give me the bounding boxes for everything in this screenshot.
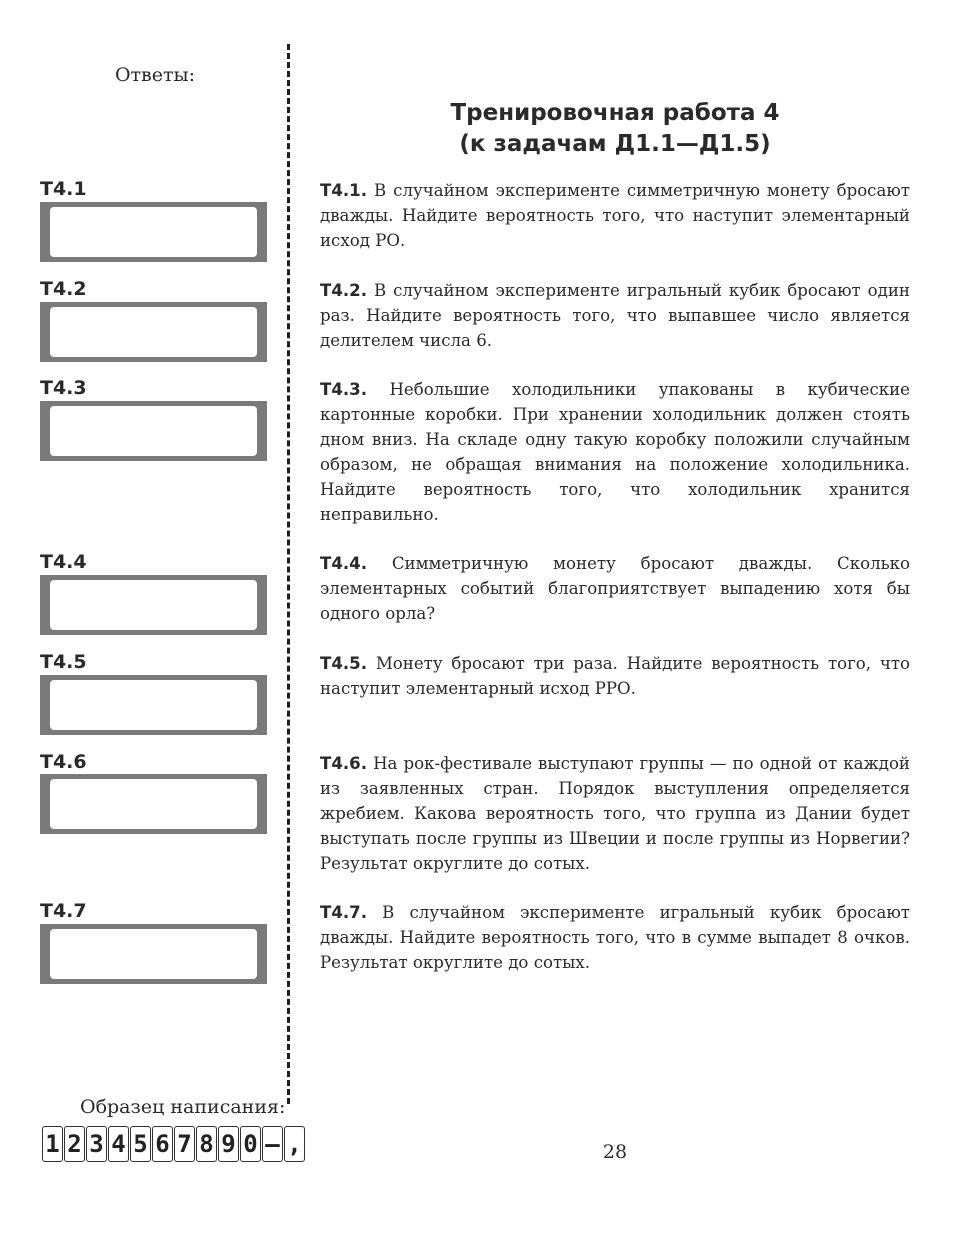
answer-input-t4-6[interactable]	[50, 779, 257, 829]
problem-id: Т4.4.	[320, 554, 368, 573]
answer-input-t4-2[interactable]	[50, 307, 257, 357]
sample-digit: 7	[174, 1126, 195, 1162]
problem-text: В случайном эксперименте симметричную монету бросают дважды. Найдите вероятность того, что наступит элементарный исход РО.	[320, 181, 910, 250]
problem-t4-3	[320, 377, 910, 527]
answer-box-t4-3	[40, 401, 267, 461]
sample-digit: –	[262, 1126, 283, 1162]
cut-line-divider	[287, 44, 290, 1104]
problem-id: Т4.1.	[320, 181, 368, 200]
answer-box-t4-4	[40, 575, 267, 635]
answer-input-t4-4[interactable]	[50, 580, 257, 630]
problem-id: Т4.7.	[320, 903, 368, 922]
problem-text: На рок-фестивале выступают группы — по одной от каждой из заявленных стран. Порядок выступления определяется жребием. Какова вероятность того, что группа из Дании будет выступать после группы из Швеции и после группы из Норвегии? Результат округлите до сотых.	[320, 754, 910, 873]
sample-writing-label: Образец написания:	[80, 1096, 286, 1118]
sample-digit: 5	[130, 1126, 151, 1162]
problem-t4-2	[320, 278, 910, 353]
problem-id: Т4.2.	[320, 281, 368, 300]
sample-digit: 2	[64, 1126, 85, 1162]
answer-label-t4-4: Т4.4	[40, 551, 87, 573]
sample-digit: 0	[240, 1126, 261, 1162]
answer-input-t4-5[interactable]	[50, 680, 257, 730]
answer-input-t4-1[interactable]	[50, 207, 257, 257]
problem-text: В случайном эксперименте игральный кубик бросают дважды. Найдите вероятность того, что в сумме выпадет 8 очков. Результат округлите до сотых.	[320, 903, 910, 972]
answer-box-t4-5	[40, 675, 267, 735]
answer-box-t4-6	[40, 774, 267, 834]
problem-t4-1	[320, 178, 910, 253]
problem-text: Симметричную монету бросают дважды. Сколько элементарных событий благоприятствует выпадению хотя бы одного орла?	[320, 554, 911, 623]
answer-label-t4-5: Т4.5	[40, 651, 87, 673]
problem-text: Небольшие холодильники упакованы в кубические картонные коробки. При хранении холодильник должен стоять дном вниз. На складе одну такую коробку положили случайным образом, не обращая внимания на положение холодильника. Найдите вероятность того, что холодильник хранится неправильно.	[320, 380, 910, 524]
problem-id: Т4.5.	[320, 654, 368, 673]
answer-label-t4-1: Т4.1	[40, 178, 87, 200]
sample-digit: 4	[108, 1126, 129, 1162]
answer-box-t4-1	[40, 202, 267, 262]
sample-writing-digits	[42, 1126, 305, 1162]
answer-box-t4-2	[40, 302, 267, 362]
sample-digit: 6	[152, 1126, 173, 1162]
page-title	[320, 98, 910, 160]
page-number: 28	[602, 1141, 628, 1163]
answer-label-t4-3: Т4.3	[40, 377, 87, 399]
title-line-2: (к задачам Д1.1—Д1.5)	[459, 131, 771, 157]
problem-t4-7	[320, 900, 910, 975]
problem-t4-6	[320, 751, 910, 876]
answers-header: Ответы:	[114, 64, 196, 86]
problem-id: Т4.3.	[320, 380, 368, 399]
sample-digit: ,	[284, 1126, 305, 1162]
sample-digit: 3	[86, 1126, 107, 1162]
answer-label-t4-6: Т4.6	[40, 751, 87, 773]
problem-t4-5	[320, 651, 910, 701]
problem-text: В случайном эксперименте игральный кубик бросают один раз. Найдите вероятность того, что выпавшее число является делителем числа 6.	[320, 281, 910, 350]
problem-id: Т4.6.	[320, 754, 368, 773]
answer-box-t4-7	[40, 924, 267, 984]
answer-input-t4-3[interactable]	[50, 406, 257, 456]
answer-label-t4-7: Т4.7	[40, 900, 87, 922]
answer-input-t4-7[interactable]	[50, 929, 257, 979]
title-line-1: Тренировочная работа 4	[450, 100, 780, 126]
sample-digit: 8	[196, 1126, 217, 1162]
sample-digit: 9	[218, 1126, 239, 1162]
problem-text: Монету бросают три раза. Найдите вероятность того, что наступит элементарный исход РРО.	[320, 654, 910, 698]
answer-label-t4-2: Т4.2	[40, 278, 87, 300]
sample-digit: 1	[42, 1126, 63, 1162]
problem-t4-4	[320, 551, 910, 626]
